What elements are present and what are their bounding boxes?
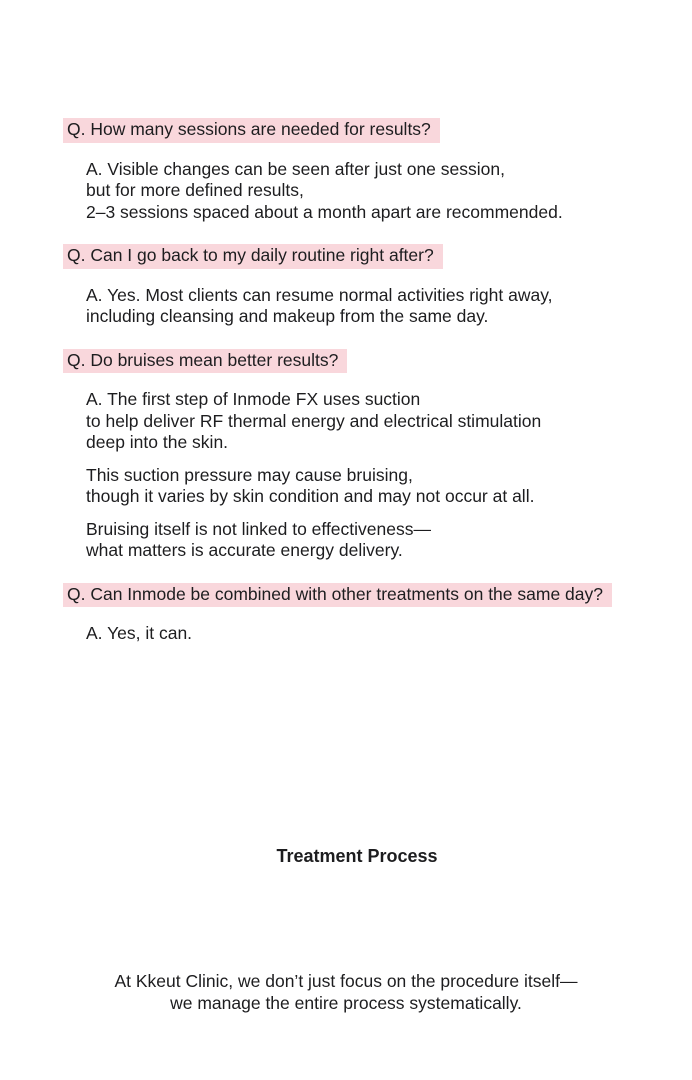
faq-answer bbox=[86, 159, 692, 224]
process-intro-line: we manage the entire process systematically. bbox=[170, 992, 522, 1013]
answer-paragraph bbox=[86, 389, 692, 454]
answer-line: but for more defined results, bbox=[86, 180, 304, 200]
faq-item-bruises bbox=[63, 349, 692, 562]
answer-line: 2–3 sessions spaced about a month apart are recommended. bbox=[86, 201, 563, 222]
answer-paragraph bbox=[86, 159, 692, 224]
answer-line: including cleansing and makeup from the same day. bbox=[86, 306, 489, 326]
answer-line: A. Yes, it can. bbox=[86, 623, 193, 643]
answer-line: to help deliver RF thermal energy and electrical stimulation bbox=[86, 410, 542, 431]
faq-item-combined-treatments bbox=[63, 583, 692, 645]
faq-item-daily-routine bbox=[63, 244, 692, 328]
answer-paragraph bbox=[86, 623, 692, 645]
faq-answer bbox=[86, 389, 692, 562]
answer-line: A. Yes. Most clients can resume normal activities right away, bbox=[86, 284, 553, 305]
faq-item-sessions bbox=[63, 118, 692, 223]
answer-line: A. The first step of Inmode FX uses suction bbox=[86, 389, 421, 409]
faq-question bbox=[63, 244, 692, 269]
process-section-intro bbox=[0, 971, 692, 1014]
faq-question bbox=[63, 349, 692, 374]
answer-line: Bruising itself is not linked to effectiveness— bbox=[86, 518, 431, 539]
process-section-title: Treatment Process bbox=[276, 845, 438, 866]
answer-paragraph bbox=[86, 285, 692, 328]
answer-line: though it varies by skin condition and may not occur at all. bbox=[86, 486, 535, 506]
answer-paragraph bbox=[86, 519, 692, 562]
faq-answer bbox=[86, 285, 692, 328]
question-highlight: Q. Do bruises mean better results? bbox=[63, 349, 347, 374]
answer-line: deep into the skin. bbox=[86, 432, 229, 452]
answer-line: A. Visible changes can be seen after just one session, bbox=[86, 158, 505, 179]
question-highlight: Q. Can Inmode be combined with other treatments on the same day? bbox=[63, 583, 612, 608]
faq-question bbox=[63, 583, 692, 608]
process-intro-line: At Kkeut Clinic, we don’t just focus on the procedure itself— bbox=[114, 971, 578, 991]
faq-answer bbox=[86, 623, 692, 645]
answer-line: This suction pressure may cause bruising, bbox=[86, 464, 413, 485]
faq-question bbox=[63, 118, 692, 143]
answer-line: what matters is accurate energy delivery. bbox=[86, 540, 403, 560]
answer-paragraph bbox=[86, 465, 692, 508]
question-highlight: Q. How many sessions are needed for results? bbox=[63, 118, 440, 143]
question-highlight: Q. Can I go back to my daily routine right after? bbox=[63, 244, 443, 269]
